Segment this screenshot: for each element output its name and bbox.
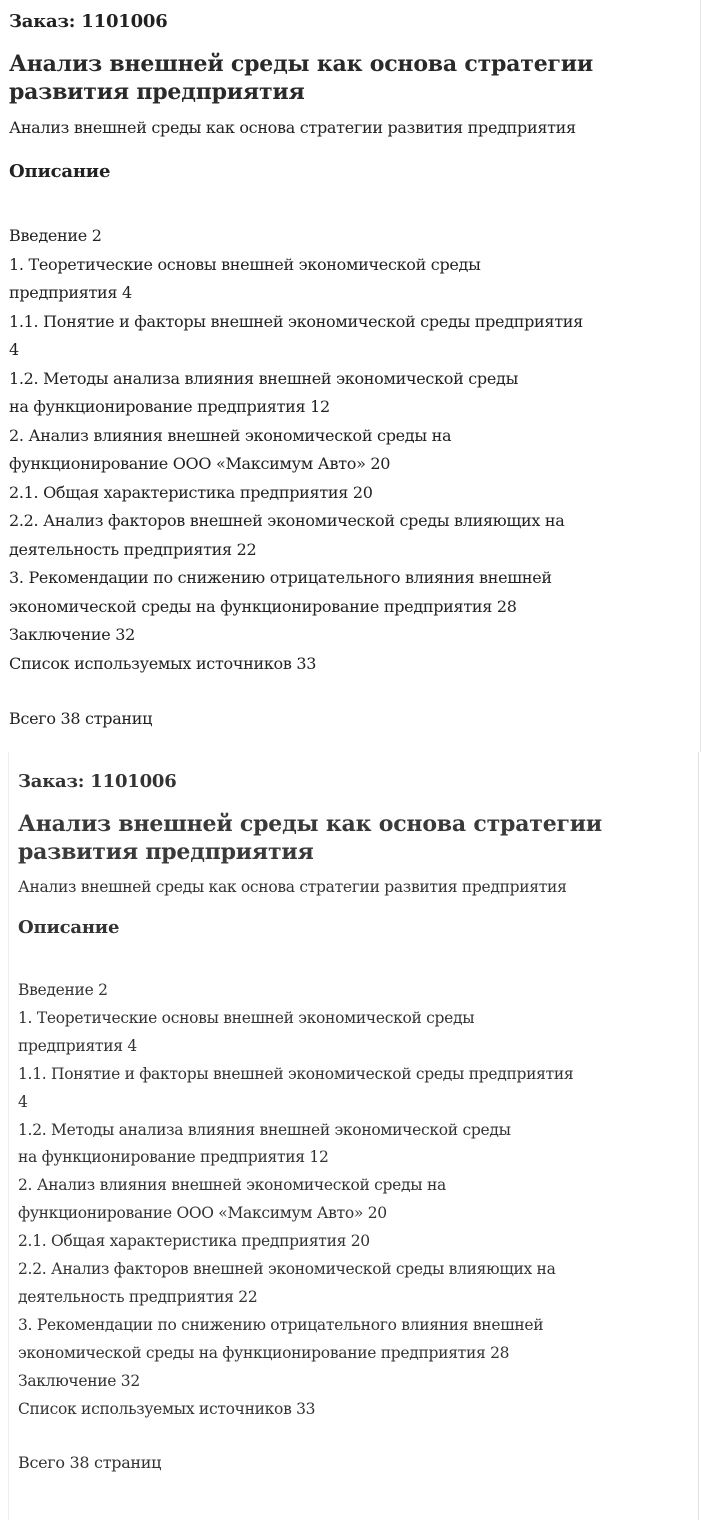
toc-item: 2.1. Общая характеристика предприятия 20	[18, 1232, 370, 1251]
toc-item: 1. Теоретические основы внешней экономической среды	[18, 1008, 475, 1027]
toc-item: Заключение 32	[18, 1371, 140, 1390]
toc-item: экономической среды на функционирование предприятия 28	[18, 1343, 510, 1362]
toc-item: 1.1. Понятие и факторы внешней экономической среды предприятия	[9, 311, 583, 331]
page-title	[18, 810, 658, 866]
toc-item: Список используемых источников 33	[9, 653, 317, 673]
toc-item: Заключение 32	[9, 625, 135, 644]
title-line: Анализ внешней среды как основа стратегии	[9, 51, 594, 77]
toc-item: 2.1. Общая характеристика предприятия 20	[9, 482, 373, 502]
order-card-duplicate	[0, 752, 701, 1520]
toc-item: функционирование ООО «Максимум Авто» 20	[9, 454, 391, 473]
toc-item: деятельность предприятия 22	[9, 539, 257, 559]
order-number: Заказ: 1101006	[18, 771, 177, 792]
table-of-contents	[18, 977, 683, 1424]
title-line: развития предприятия	[9, 79, 305, 105]
order-number: Заказ: 1101006	[9, 11, 168, 32]
toc-item: на функционирование предприятия 12	[9, 397, 330, 416]
toc-item: предприятия 4	[18, 1036, 137, 1055]
toc-item: деятельность предприятия 22	[18, 1287, 258, 1306]
table-of-contents	[9, 222, 689, 678]
order-card	[0, 0, 701, 752]
toc-item: 3. Рекомендации по снижению отрицательного влияния внешней	[9, 568, 552, 587]
toc-item: 2. Анализ влияния внешней экономической среды на	[18, 1176, 446, 1195]
title-line: Анализ внешней среды как основа стратегии	[18, 811, 603, 837]
toc-item: на функционирование предприятия 12	[18, 1148, 329, 1167]
toc-item: Список используемых источников 33	[18, 1399, 316, 1418]
total-pages: Всего 38 страниц	[9, 709, 153, 728]
description-heading: Описание	[18, 917, 120, 938]
toc-item: экономической среды на функционирование предприятия 28	[9, 596, 517, 616]
description-heading: Описание	[9, 161, 111, 182]
toc-item: 3. Рекомендации по снижению отрицательного влияния внешней	[18, 1315, 544, 1334]
toc-item: Введение 2	[9, 226, 102, 245]
subtitle: Анализ внешней среды как основа стратегии развития предприятия	[9, 118, 576, 137]
toc-item: 4	[18, 1092, 28, 1111]
page-title	[9, 50, 649, 106]
toc-item: 1. Теоретические основы внешней экономической среды	[9, 254, 481, 274]
toc-item: предприятия 4	[9, 283, 132, 302]
toc-item: 1.2. Методы анализа влияния внешней экономической среды	[9, 368, 519, 388]
toc-item: 2.2. Анализ факторов внешней экономической среды влияющих на	[18, 1260, 556, 1279]
toc-item: 4	[9, 340, 19, 359]
toc-item: 2.2. Анализ факторов внешней экономической среды влияющих на	[9, 511, 565, 530]
toc-item: 2. Анализ влияния внешней экономической среды на	[9, 425, 452, 445]
total-pages: Всего 38 страниц	[18, 1453, 162, 1472]
title-line: развития предприятия	[18, 839, 314, 865]
toc-item: 1.1. Понятие и факторы внешней экономической среды предприятия	[18, 1064, 574, 1083]
toc-item: 1.2. Методы анализа влияния внешней экономической среды	[18, 1120, 511, 1139]
toc-item: Введение 2	[18, 981, 108, 999]
subtitle: Анализ внешней среды как основа стратегии развития предприятия	[18, 878, 567, 896]
toc-item: функционирование ООО «Максимум Авто» 20	[18, 1204, 387, 1223]
